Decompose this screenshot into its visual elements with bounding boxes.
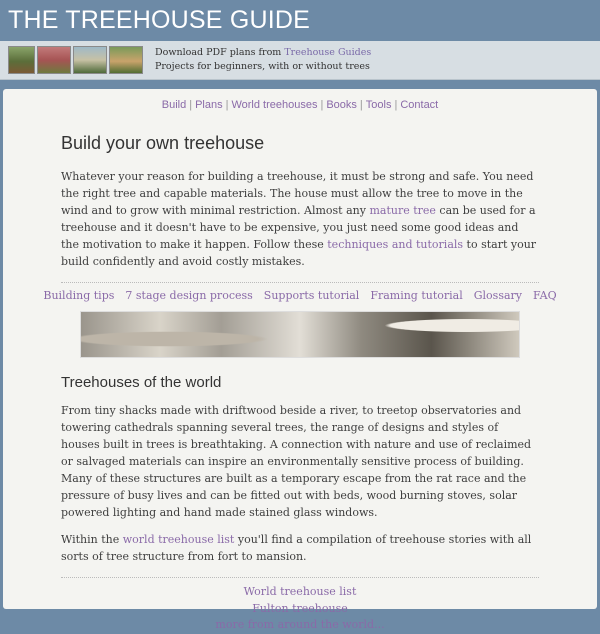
top-nav: Build | Plans | World treehouses | Books | Tools | Contact (161, 99, 439, 111)
world-treehouse-list-inline-link[interactable]: world treehouse list (122, 533, 235, 546)
treehouse-thumbnail-3[interactable] (73, 46, 107, 74)
world-heading: Treehouses of the world (61, 374, 222, 391)
subnav-glossary[interactable]: Glossary (473, 289, 522, 302)
intro-text-2: can be used for a treehouse and it doesn't have to be expensive, you just need some good ideas and the motivation to make it happen. Follow these (61, 204, 536, 251)
world-paragraph-2 (61, 531, 539, 565)
nav-books[interactable]: Books (326, 99, 357, 111)
intro-text-3: to start your build confidently and avoid costly mistakes. (61, 238, 537, 268)
nav-plans[interactable]: Plans (195, 99, 223, 111)
fulton-treehouse-link[interactable]: Fulton treehouse (252, 601, 348, 615)
intro-paragraph (61, 168, 539, 270)
nav-build[interactable]: Build (161, 99, 187, 111)
nav-contact[interactable]: Contact (400, 99, 439, 111)
world-para2-suffix: you'll find a compilation of treehouse stories with all sorts of tree structure from fort to mansion. (61, 533, 532, 563)
intro-text-1: Whatever your reason for building a treehouse, it must be strong and safe. You need the right tree and capable materials. The house must allow the tree to move in the wind and to grow with minimal restriction. Almost any (61, 170, 534, 217)
techniques-tutorials-link[interactable]: techniques and tutorials (327, 238, 464, 251)
world-paragraph-1: From tiny shacks made with driftwood beside a river, to treetop observatories and towering cathedrals spanning several trees, the range of designs and styles of houses built in trees is breathtaking. A connection with nature and use of reclaimed or salvaged materials can inspire an environmentally sensitive process of building. Many of these structures are built as a temporary escape from the rat race and the pressure of busy lives and can be fitted out with beds, wood burning stoves, solar powered lighting and hand made stained glass windows. (61, 404, 532, 519)
subnav-faq[interactable]: FAQ (533, 289, 557, 302)
world-links-list (61, 577, 539, 634)
promo-bar (0, 41, 600, 80)
promo-line1-prefix: Download PDF plans from (155, 47, 285, 58)
tree-canopy-banner-image (80, 311, 520, 358)
main-content-panel (3, 89, 597, 631)
mature-tree-link[interactable]: mature tree (369, 204, 436, 217)
subnav-supports-tutorial[interactable]: Supports tutorial (263, 289, 360, 302)
treehouse-thumbnail-1[interactable] (8, 46, 35, 74)
subnav-framing-tutorial[interactable]: Framing tutorial (370, 289, 463, 302)
treehouse-thumbnail-2[interactable] (37, 46, 71, 74)
site-header (0, 0, 600, 41)
treehouse-thumbnail-4[interactable] (109, 46, 143, 74)
promo-text (155, 46, 371, 74)
world-treehouse-list-link[interactable]: World treehouse list (243, 585, 357, 598)
nav-world-treehouses[interactable]: World treehouses (231, 99, 318, 111)
subnav-design-process[interactable]: 7 stage design process (125, 289, 253, 302)
build-subnav (43, 282, 557, 302)
promo-line2: Projects for beginners, with or without trees (155, 61, 370, 72)
more-from-world-link[interactable]: more from around the world... (215, 618, 385, 631)
promo-thumbnails[interactable] (8, 46, 143, 74)
site-title[interactable]: THE TREEHOUSE GUIDE (8, 6, 310, 34)
world-para2-prefix: Within the (61, 533, 123, 546)
nav-tools[interactable]: Tools (365, 99, 392, 111)
treehouse-guides-link[interactable]: Treehouse Guides (284, 47, 372, 58)
subnav-building-tips[interactable]: Building tips (43, 289, 115, 302)
intro-heading: Build your own treehouse (61, 133, 265, 153)
